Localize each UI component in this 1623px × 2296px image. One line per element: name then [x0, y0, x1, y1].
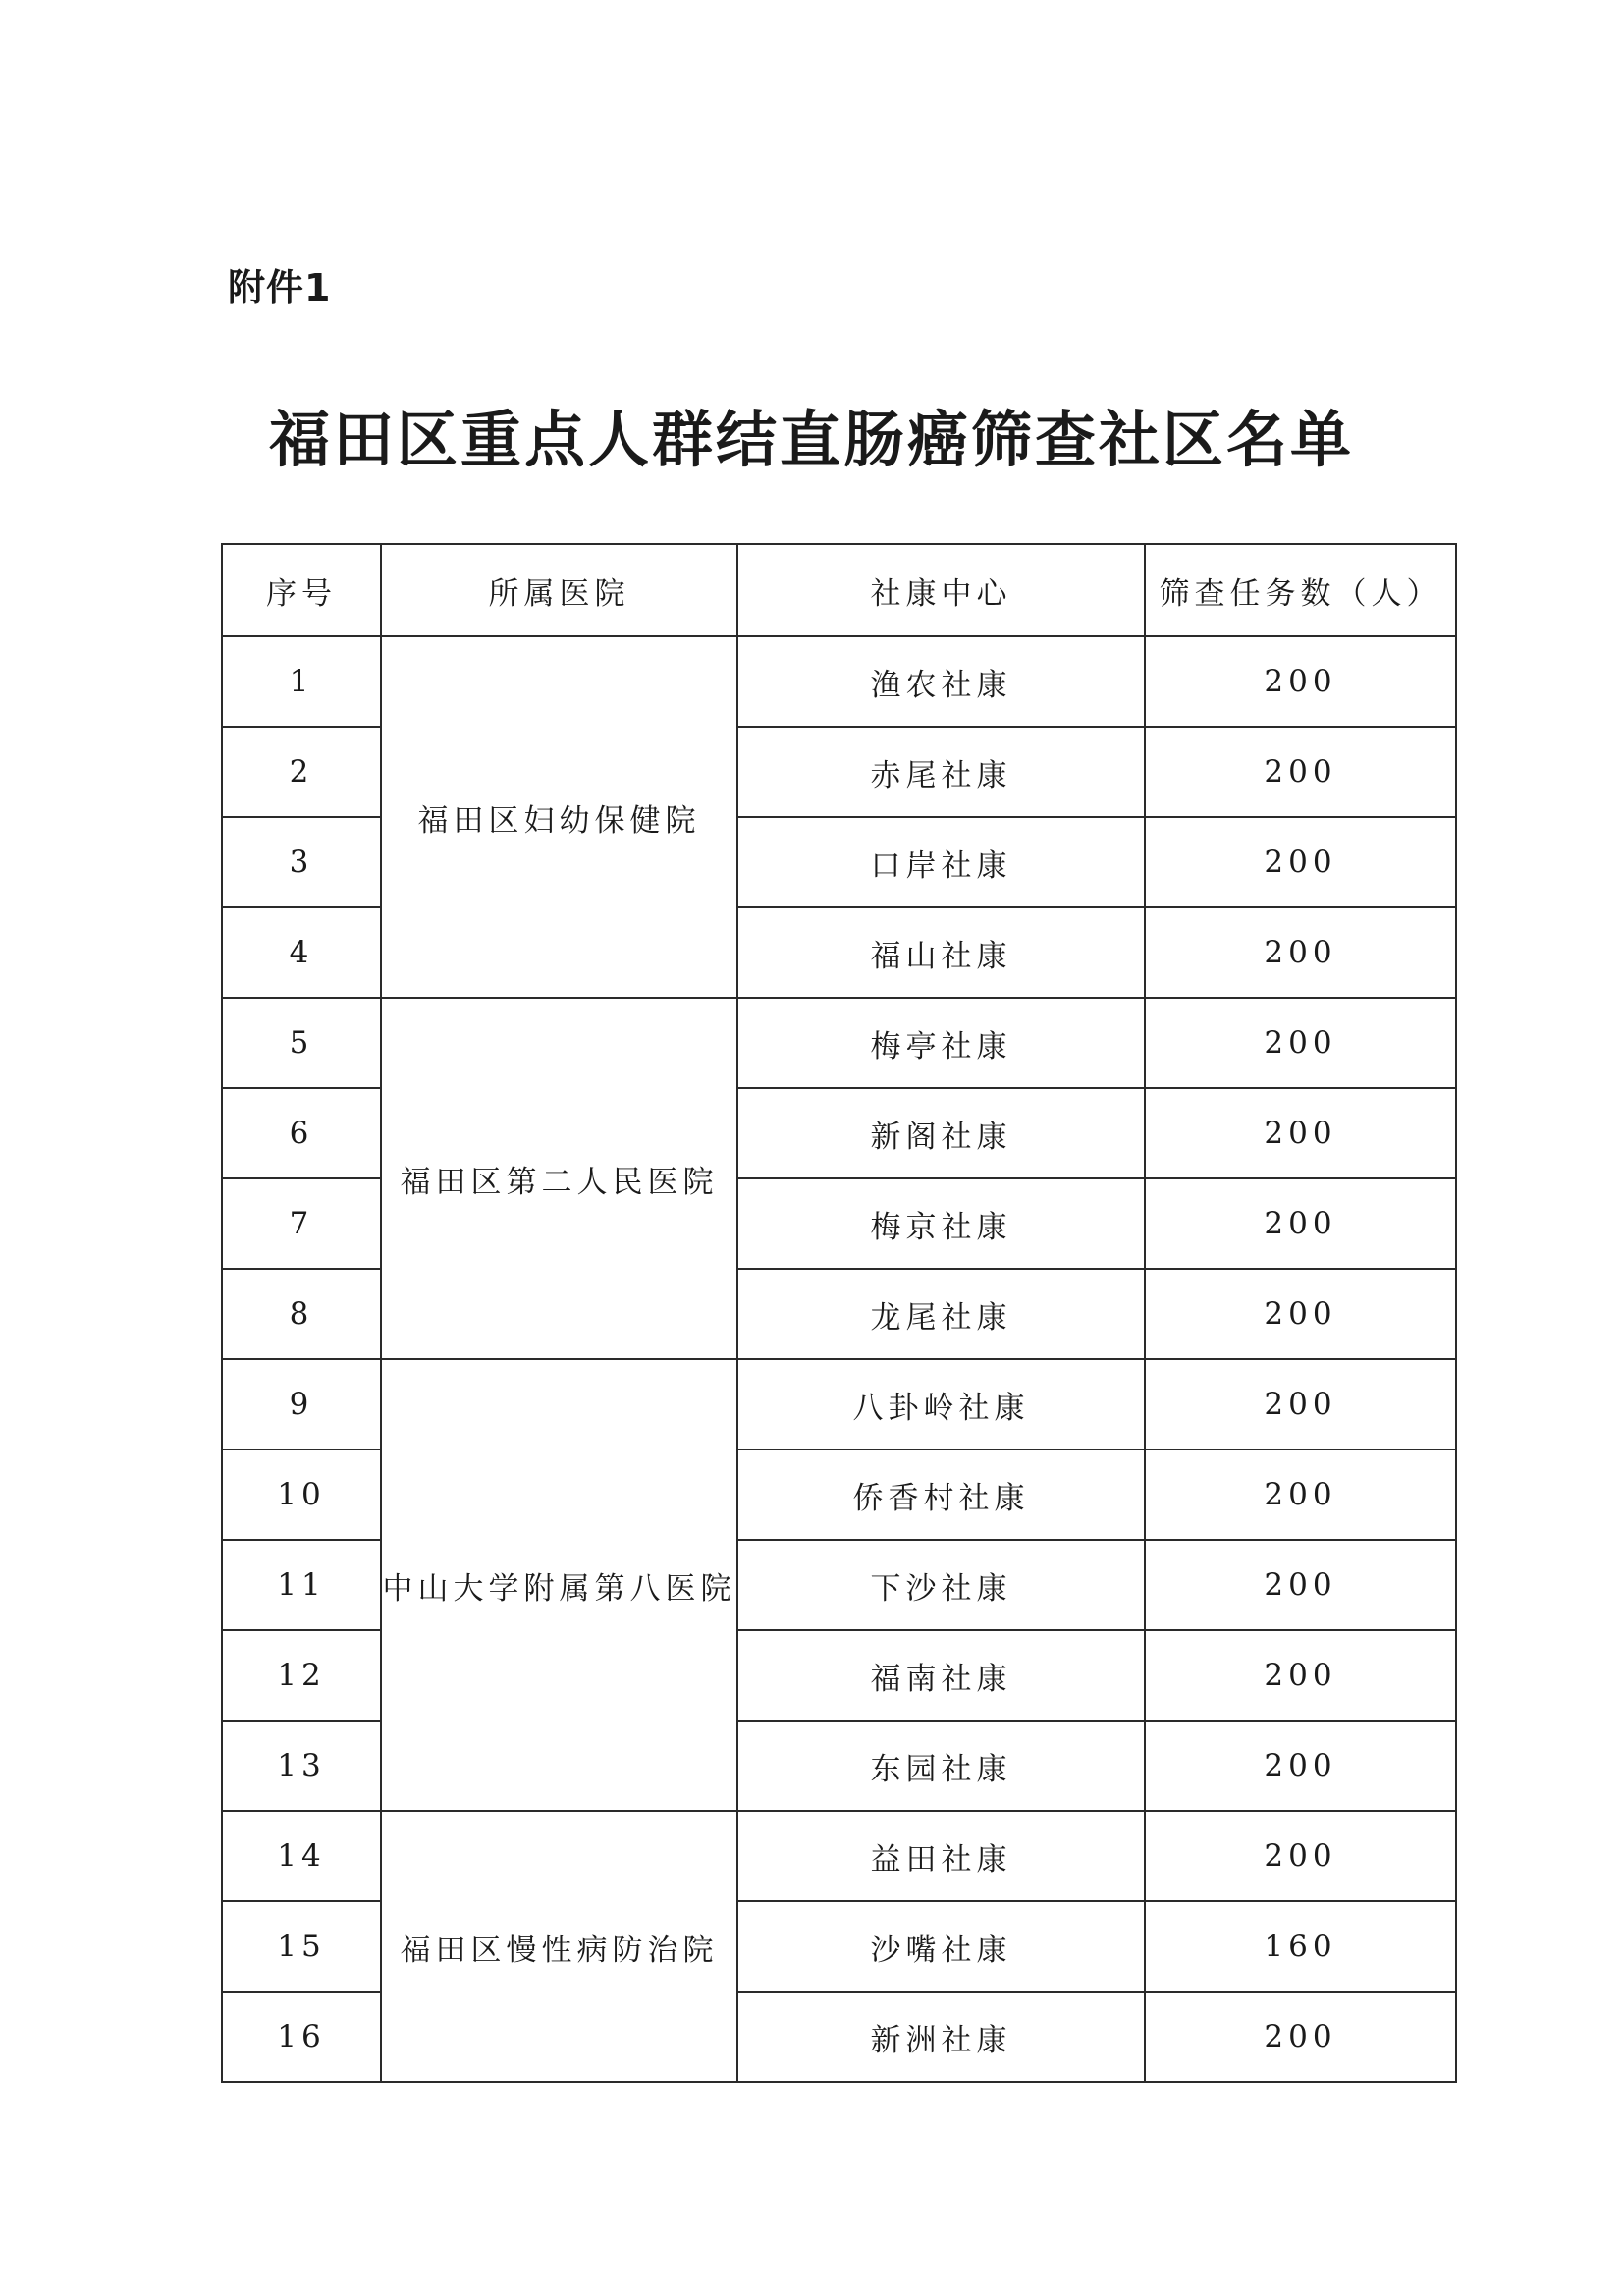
cell-quota: 200 [1145, 1992, 1456, 2082]
cell-seq: 12 [222, 1630, 381, 1721]
cell-center: 福南社康 [737, 1630, 1145, 1721]
cell-hospital: 中山大学附属第八医院 [381, 1359, 737, 1811]
cell-quota: 200 [1145, 1088, 1456, 1178]
screening-table [221, 543, 1457, 2083]
cell-quota: 200 [1145, 1449, 1456, 1540]
cell-hospital: 福田区妇幼保健院 [381, 636, 737, 998]
cell-seq: 1 [222, 636, 381, 727]
cell-center: 梅京社康 [737, 1178, 1145, 1269]
attachment-label: 附件1 [228, 266, 332, 309]
cell-quota: 200 [1145, 1540, 1456, 1630]
cell-center: 沙嘴社康 [737, 1901, 1145, 1992]
cell-seq: 9 [222, 1359, 381, 1449]
document-title: 福田区重点人群结直肠癌筛查社区名单 [268, 404, 1354, 475]
cell-center: 侨香村社康 [737, 1449, 1145, 1540]
header-center: 社康中心 [737, 544, 1145, 636]
cell-seq: 15 [222, 1901, 381, 1992]
cell-quota: 200 [1145, 1178, 1456, 1269]
cell-quota: 200 [1145, 907, 1456, 998]
cell-seq: 10 [222, 1449, 381, 1540]
cell-center: 东园社康 [737, 1721, 1145, 1811]
table-header-row [222, 544, 1456, 636]
header-hospital: 所属医院 [381, 544, 737, 636]
cell-center: 口岸社康 [737, 817, 1145, 907]
cell-seq: 16 [222, 1992, 381, 2082]
cell-center: 梅亭社康 [737, 998, 1145, 1088]
cell-quota: 200 [1145, 727, 1456, 817]
cell-seq: 8 [222, 1269, 381, 1359]
cell-seq: 7 [222, 1178, 381, 1269]
cell-center: 龙尾社康 [737, 1269, 1145, 1359]
cell-quota: 200 [1145, 1359, 1456, 1449]
table-row [222, 1359, 1456, 1449]
cell-quota: 160 [1145, 1901, 1456, 1992]
cell-center: 益田社康 [737, 1811, 1145, 1901]
cell-quota: 200 [1145, 1721, 1456, 1811]
cell-seq: 3 [222, 817, 381, 907]
cell-seq: 2 [222, 727, 381, 817]
cell-center: 新阁社康 [737, 1088, 1145, 1178]
cell-quota: 200 [1145, 1269, 1456, 1359]
cell-seq: 4 [222, 907, 381, 998]
table-row [222, 1811, 1456, 1901]
header-quota: 筛查任务数（人） [1145, 544, 1456, 636]
cell-quota: 200 [1145, 1630, 1456, 1721]
cell-center: 下沙社康 [737, 1540, 1145, 1630]
cell-seq: 11 [222, 1540, 381, 1630]
cell-quota: 200 [1145, 998, 1456, 1088]
cell-center: 福山社康 [737, 907, 1145, 998]
cell-quota: 200 [1145, 1811, 1456, 1901]
cell-seq: 6 [222, 1088, 381, 1178]
cell-center: 八卦岭社康 [737, 1359, 1145, 1449]
cell-center: 新洲社康 [737, 1992, 1145, 2082]
table-row [222, 636, 1456, 727]
cell-quota: 200 [1145, 817, 1456, 907]
cell-seq: 14 [222, 1811, 381, 1901]
cell-seq: 5 [222, 998, 381, 1088]
cell-quota: 200 [1145, 636, 1456, 727]
cell-seq: 13 [222, 1721, 381, 1811]
cell-center: 渔农社康 [737, 636, 1145, 727]
cell-hospital: 福田区慢性病防治院 [381, 1811, 737, 2082]
cell-hospital: 福田区第二人民医院 [381, 998, 737, 1359]
table-row [222, 998, 1456, 1088]
header-seq: 序号 [222, 544, 381, 636]
cell-center: 赤尾社康 [737, 727, 1145, 817]
